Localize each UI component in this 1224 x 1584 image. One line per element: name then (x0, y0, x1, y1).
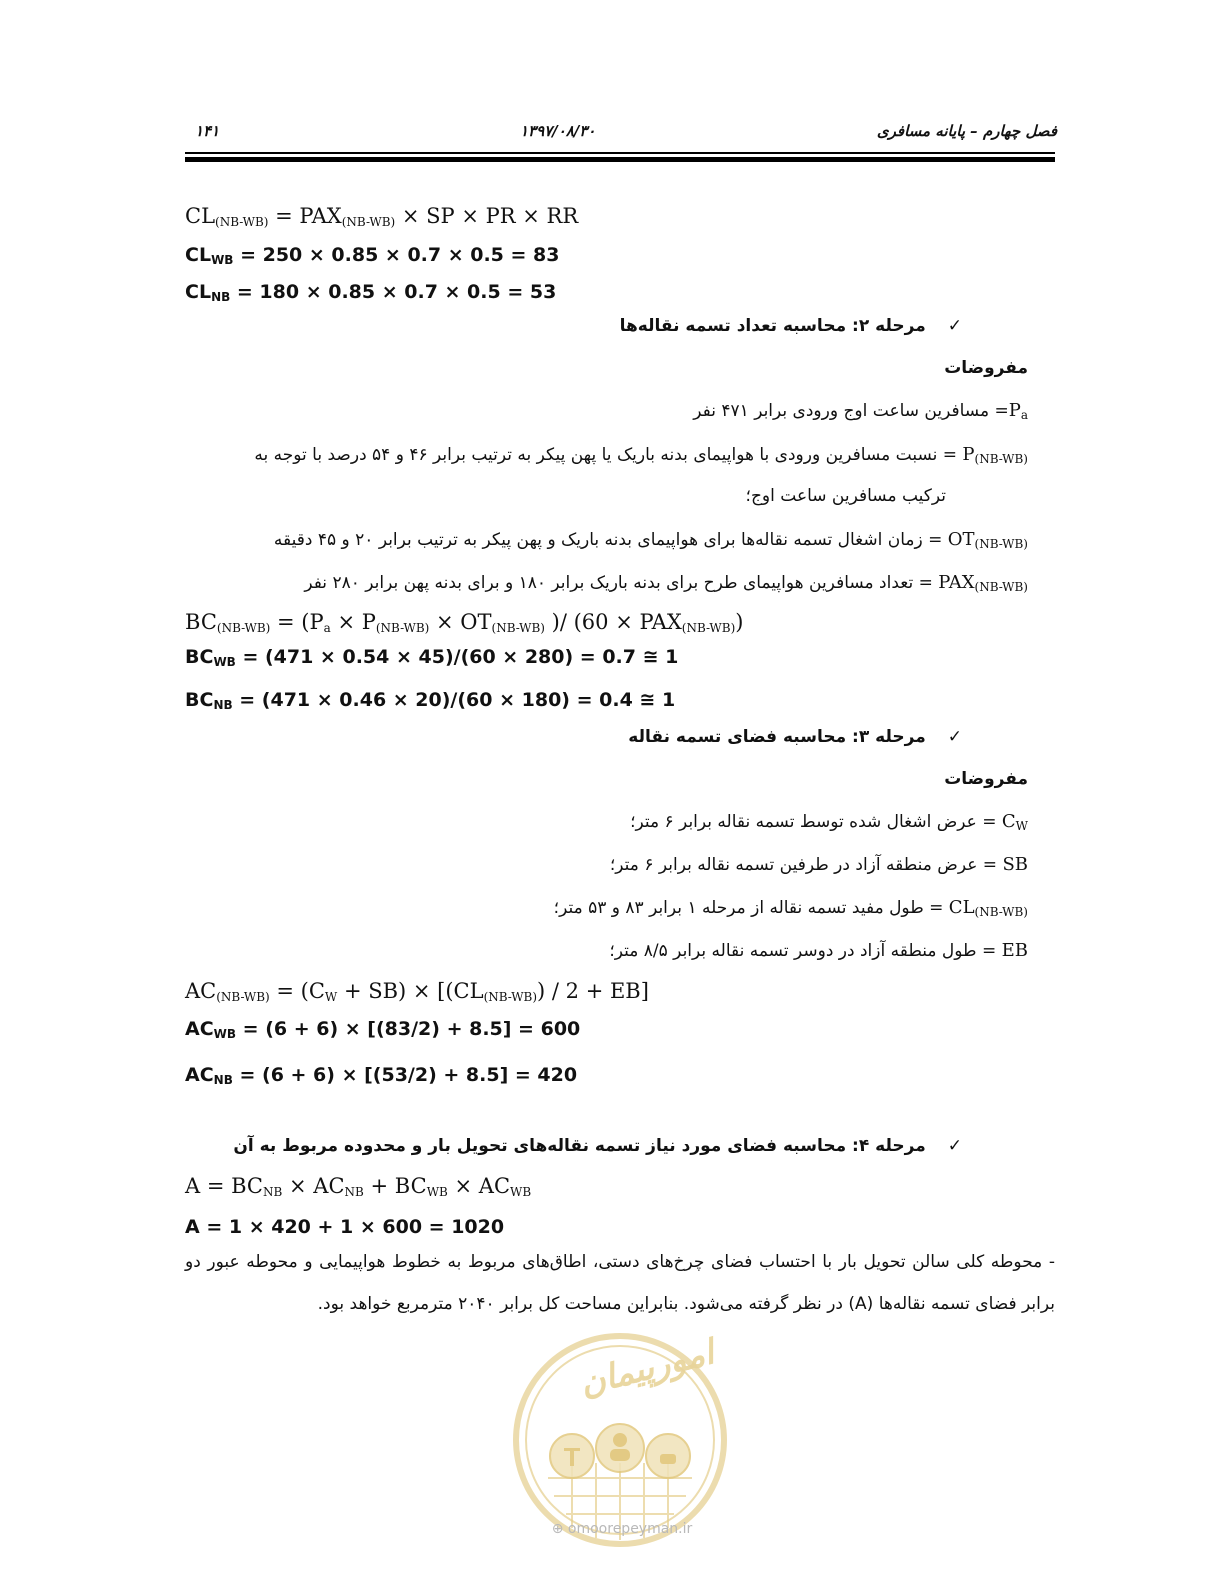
ac-wb-calc: $AC_{WB} = (6 + 6) \times [(83/2) + 8.5] = 600$ (185, 1018, 581, 1041)
def-cl: $CL_{(NB-WB)}$ = طول مفید تسمه نقاله از مرحله ۱ برابر ۸۳ و ۵۳ متر؛ (553, 897, 1028, 919)
def-p-continuation: ترکیب مسافرین ساعت اوج؛ (745, 486, 946, 506)
def-sb: SB = عرض منطقه آزاد در طرفین تسمه نقاله برابر ۶ متر؛ (609, 854, 1028, 875)
step3-title: ✓مرحله ۳: محاسبه فضای تسمه نقاله (628, 727, 962, 747)
watermark-logo-text: امورپیمان (575, 1332, 718, 1405)
chapter-title: فصل چهارم – پایانه مسافری (876, 122, 1057, 140)
def-pax: $PAX_{(NB-WB)}$ = تعداد مسافرین هواپیمای طرح برای بدنه باریک برابر ۱۸۰ و برای بدنه پهن برابر ۲۸۰ نفر (304, 572, 1028, 594)
cl-formula: $CL_{(NB-WB)} = PAX_{(NB-WB)}$ × SP × PR × RR (185, 204, 579, 229)
ac-formula: $AC_{(NB-WB)} = (C_W + SB) \times [(CL_{(NB-WB)}) / 2 + EB]$ (185, 979, 649, 1004)
watermark-site: ⊕ omoorepeyman.ir (551, 1521, 693, 1537)
cl-wb-calc: $CL_{WB} = 250 \times 0.85 \times 0.7 \times 0.5 = 83$ (185, 244, 560, 267)
a-formula: $A = BC_{NB} \times AC_{NB} + BC_{WB} \times AC_{WB}$ (185, 1174, 532, 1199)
check-icon: ✓ (947, 316, 962, 336)
def-pa: $P_a=$ مسافرین ساعت اوج ورودی برابر ۴۷۱ نفر (693, 400, 1028, 422)
bc-wb-calc: $BC_{WB} = (471 \times 0.54 \times 45)/(60 \times 280) = 0.7$ ≅ 1 (185, 646, 679, 669)
step3-assumptions-heading: مفروضات (944, 769, 1028, 789)
page-number: ۱۴۱ (195, 122, 220, 140)
def-ot: $OT_{(NB-WB)}$ = زمان اشغال تسمه نقاله‌ها برای هواپیمای بدنه باریک و پهن پیکر به ترتیب برابر ۲۰ و ۴۵ دقیقه (273, 529, 1028, 551)
bc-nb-calc: $BC_{NB} = (471 \times 0.46 \times 20)/(60 \times 180) = 0.4$ ≅ 1 (185, 689, 676, 712)
def-eb: EB = طول منطقه آزاد در دوسر تسمه نقاله برابر ۸/۵ متر؛ (609, 940, 1028, 961)
conclusion-paragraph: - محوطه کلی سالن تحویل بار با احتساب فضای چرخ‌های دستی، اطاق‌های مربوط به خطوط هواپیمایی و محوطه عبور دو برابر فضای تسمه نقاله‌ها (A) در نظر گرفته می‌شود. بنابراین مساحت کل برابر ۲۰۴۰ مترمربع خواهد بود. (185, 1252, 1055, 1314)
step4-title: ✓مرحله ۴: محاسبه فضای مورد نیاز تسمه نقاله‌های تحویل بار و محدوده مربوط به آن (233, 1136, 962, 1156)
a-calc: A = 1 × 420 + 1 × 600 = 1020 (185, 1216, 505, 1238)
bc-formula: $BC_{(NB-WB)} = (P_a \times P_{(NB-WB)} \times OT_{(NB-WB)}$ )/ $(60 \times PAX_{(NB-WB)})$ (185, 610, 744, 635)
def-cw: $C_W$ = عرض اشغال شده توسط تسمه نقاله برابر ۶ متر؛ (630, 811, 1028, 833)
cl-nb-calc: $CL_{NB} = 180 \times 0.85 \times 0.7 \times 0.5 = 53$ (185, 281, 557, 304)
def-p-nbwb: $P_{(NB-WB)}$ = نسبت مسافرین ورودی با هواپیمای بدنه باریک یا پهن پیکر به ترتیب برابر ۴۶ و ۵۴ درصد با توجه به (254, 444, 1028, 466)
step2-title: ✓مرحله ۲: محاسبه تعداد تسمه نقاله‌ها (619, 316, 962, 336)
header-rule-thin (185, 152, 1055, 154)
ac-nb-calc: $AC_{NB} = (6 + 6) \times [(53/2) + 8.5] = 420$ (185, 1064, 578, 1087)
check-icon: ✓ (947, 727, 962, 747)
header-rule-thick (185, 157, 1055, 162)
check-icon: ✓ (947, 1136, 962, 1156)
header-date: ۱۳۹۷/۰۸/۳۰ (520, 122, 596, 140)
step2-assumptions-heading: مفروضات (944, 358, 1028, 378)
